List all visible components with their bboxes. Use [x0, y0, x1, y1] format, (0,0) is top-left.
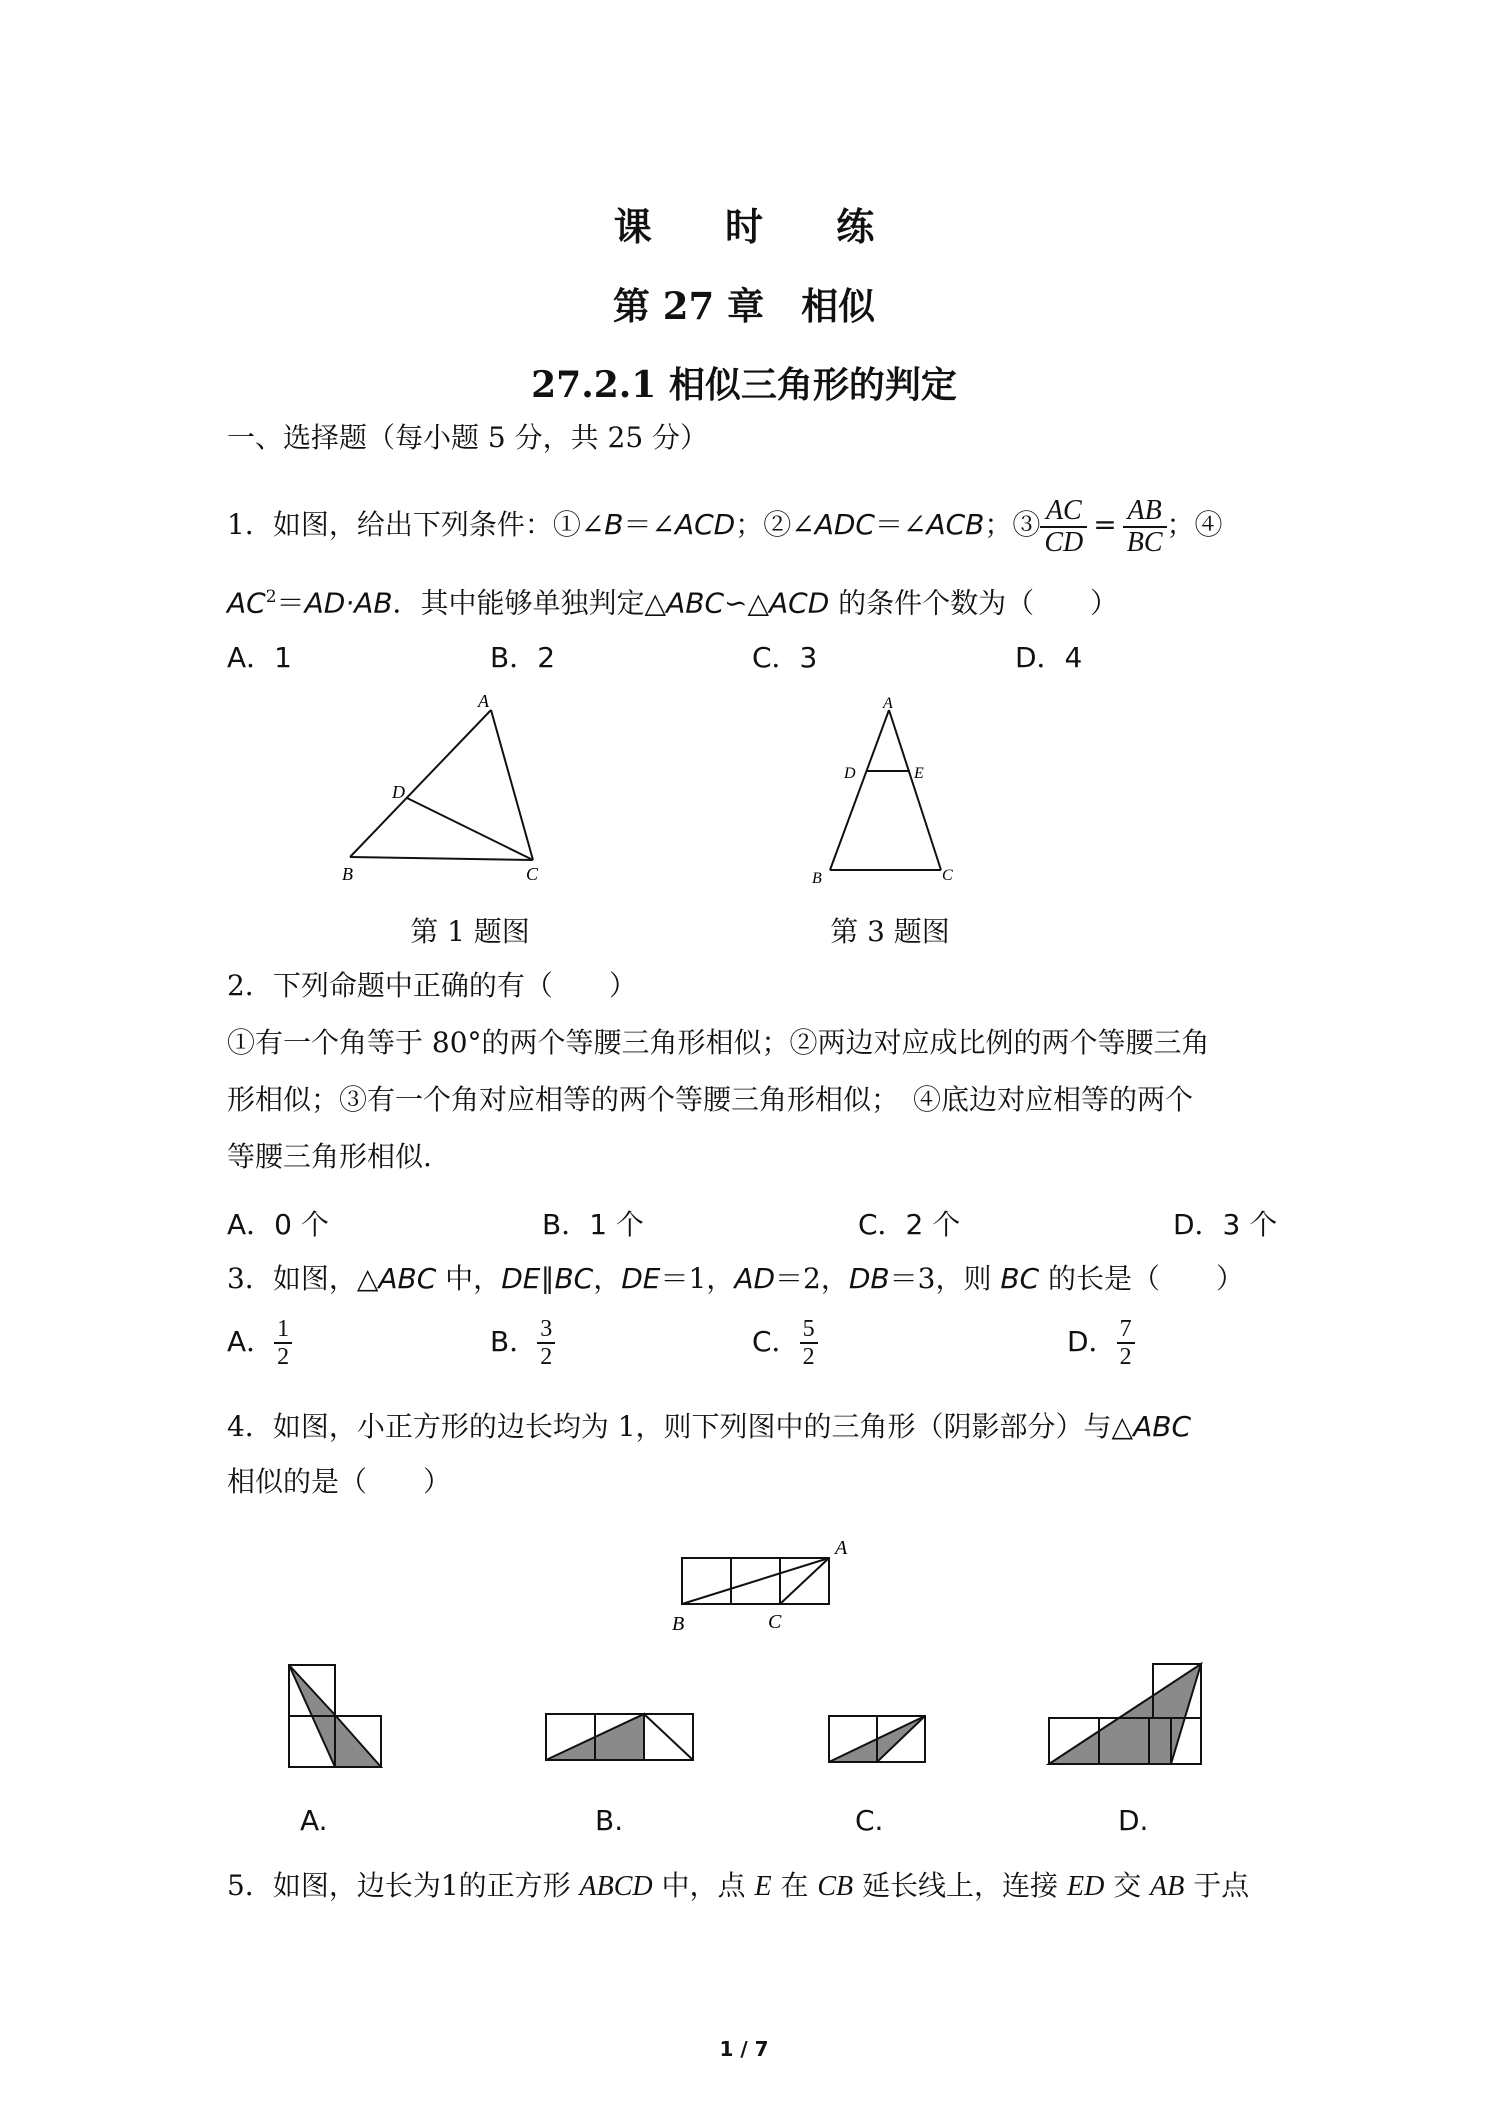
label-b: B	[672, 1613, 685, 1635]
page-number: 1 / 7	[719, 2037, 769, 2061]
fraction-ac-cd: $\frac{AC}{CD}$	[1040, 496, 1087, 558]
section-title: 27.2.1 相似三角形的判定	[531, 364, 957, 406]
side-ab	[350, 710, 491, 857]
q1-stem-line1: 1．如图，给出下列条件：①∠B＝∠ACD；②∠ADC＝∠ACB；③ $\frac{AC}{CD}$ = $\frac{AB}{BC}$ ；④	[227, 494, 1223, 558]
q1-option-b[interactable]: B．2	[490, 641, 556, 674]
q4-option-a-figure[interactable]	[285, 1660, 395, 1780]
label-d: D	[844, 765, 856, 782]
label-d: D	[392, 782, 405, 802]
chapter-title: 第 27 章 相似	[612, 284, 876, 328]
figure-1-triangle	[330, 680, 570, 900]
q2-option-a[interactable]: A．0 个	[227, 1208, 329, 1241]
q4-stem-line2: 相似的是（ ）	[227, 1465, 452, 1498]
q4-reference-figure	[660, 1520, 880, 1640]
label-b: B	[812, 870, 822, 887]
doc-title: 课 时 练	[613, 204, 905, 249]
segment-ba	[682, 1558, 829, 1604]
part1-heading: 一、选择题（每小题 5 分，共 25 分）	[227, 421, 709, 454]
q4-option-a[interactable]: A.	[300, 1804, 328, 1837]
figure-3-caption: 第 3 题图	[830, 915, 950, 948]
q2-body-line3: 等腰三角形相似.	[227, 1140, 432, 1173]
q4-option-d-figure[interactable]	[1045, 1660, 1215, 1772]
q1-option-c[interactable]: C．3	[752, 641, 818, 674]
q2-body-line2: 形相似；③有一个角对应相等的两个等腰三角形相似； ④底边对应相等的两个	[227, 1083, 1194, 1116]
figure-1-caption: 第 1 题图	[410, 915, 530, 948]
side-ac	[491, 710, 533, 860]
side-bc	[350, 857, 533, 860]
label-e: E	[914, 765, 924, 782]
q3-option-c[interactable]: C． $\frac{5}{2}$	[752, 1316, 818, 1370]
label-a: A	[478, 691, 489, 711]
q1-stem-line2: $AC^2=AD\cdot AB$．其中能够单独判定△ABC∽△ACD 的条件个数为（ ）	[227, 586, 1119, 620]
label-b: B	[342, 864, 353, 884]
label-c: C	[526, 864, 539, 884]
q1-option-a[interactable]: A．1	[227, 641, 292, 674]
side-ab	[830, 710, 889, 870]
label-a: A	[883, 695, 893, 712]
segment-dc	[407, 798, 533, 860]
figure-3-triangle	[800, 690, 980, 900]
q2-stem: 2．下列命题中正确的有（ ）	[227, 969, 637, 1002]
q3-option-b[interactable]: B． $\frac{3}{2}$	[490, 1316, 555, 1370]
q2-option-c[interactable]: C．2 个	[858, 1208, 961, 1241]
q3-option-d[interactable]: D． $\frac{7}{2}$	[1067, 1316, 1135, 1370]
q4-option-c-figure[interactable]	[825, 1712, 935, 1770]
q4-stem-line1: 4．如图，小正方形的边长均为 1，则下列图中的三角形（阴影部分）与△ABC	[227, 1410, 1191, 1443]
side-ac	[889, 710, 941, 870]
label-a: A	[835, 1537, 848, 1559]
q4-option-d[interactable]: D.	[1118, 1804, 1149, 1837]
label-c: C	[768, 1611, 782, 1633]
q3-stem: 3．如图，△ABC 中，DE∥BC，DE＝1，AD＝2，DB＝3，则 BC 的长是（ ）	[227, 1262, 1245, 1295]
label-c: C	[942, 867, 953, 884]
q2-option-b[interactable]: B．1 个	[542, 1208, 644, 1241]
q5-stem: 5．如图，边长为1的正方形 ABCD 中，点 E 在 CB 延长线上，连接 ED 交 AB 于点	[227, 1869, 1250, 1902]
q2-body-line1: ①有一个角等于 80°的两个等腰三角形相似；②两边对应成比例的两个等腰三角	[227, 1026, 1210, 1059]
q4-option-c[interactable]: C.	[855, 1804, 884, 1837]
q2-option-d[interactable]: D．3 个	[1173, 1208, 1278, 1241]
q4-option-b[interactable]: B.	[595, 1804, 624, 1837]
shaded-triangle	[1049, 1664, 1201, 1764]
q4-option-b-figure[interactable]	[540, 1710, 700, 1770]
fraction-ab-bc: $\frac{AB}{BC}$	[1123, 496, 1167, 558]
q3-option-a[interactable]: A． $\frac{1}{2}$	[227, 1316, 292, 1370]
q1-option-d[interactable]: D．4	[1015, 641, 1083, 674]
